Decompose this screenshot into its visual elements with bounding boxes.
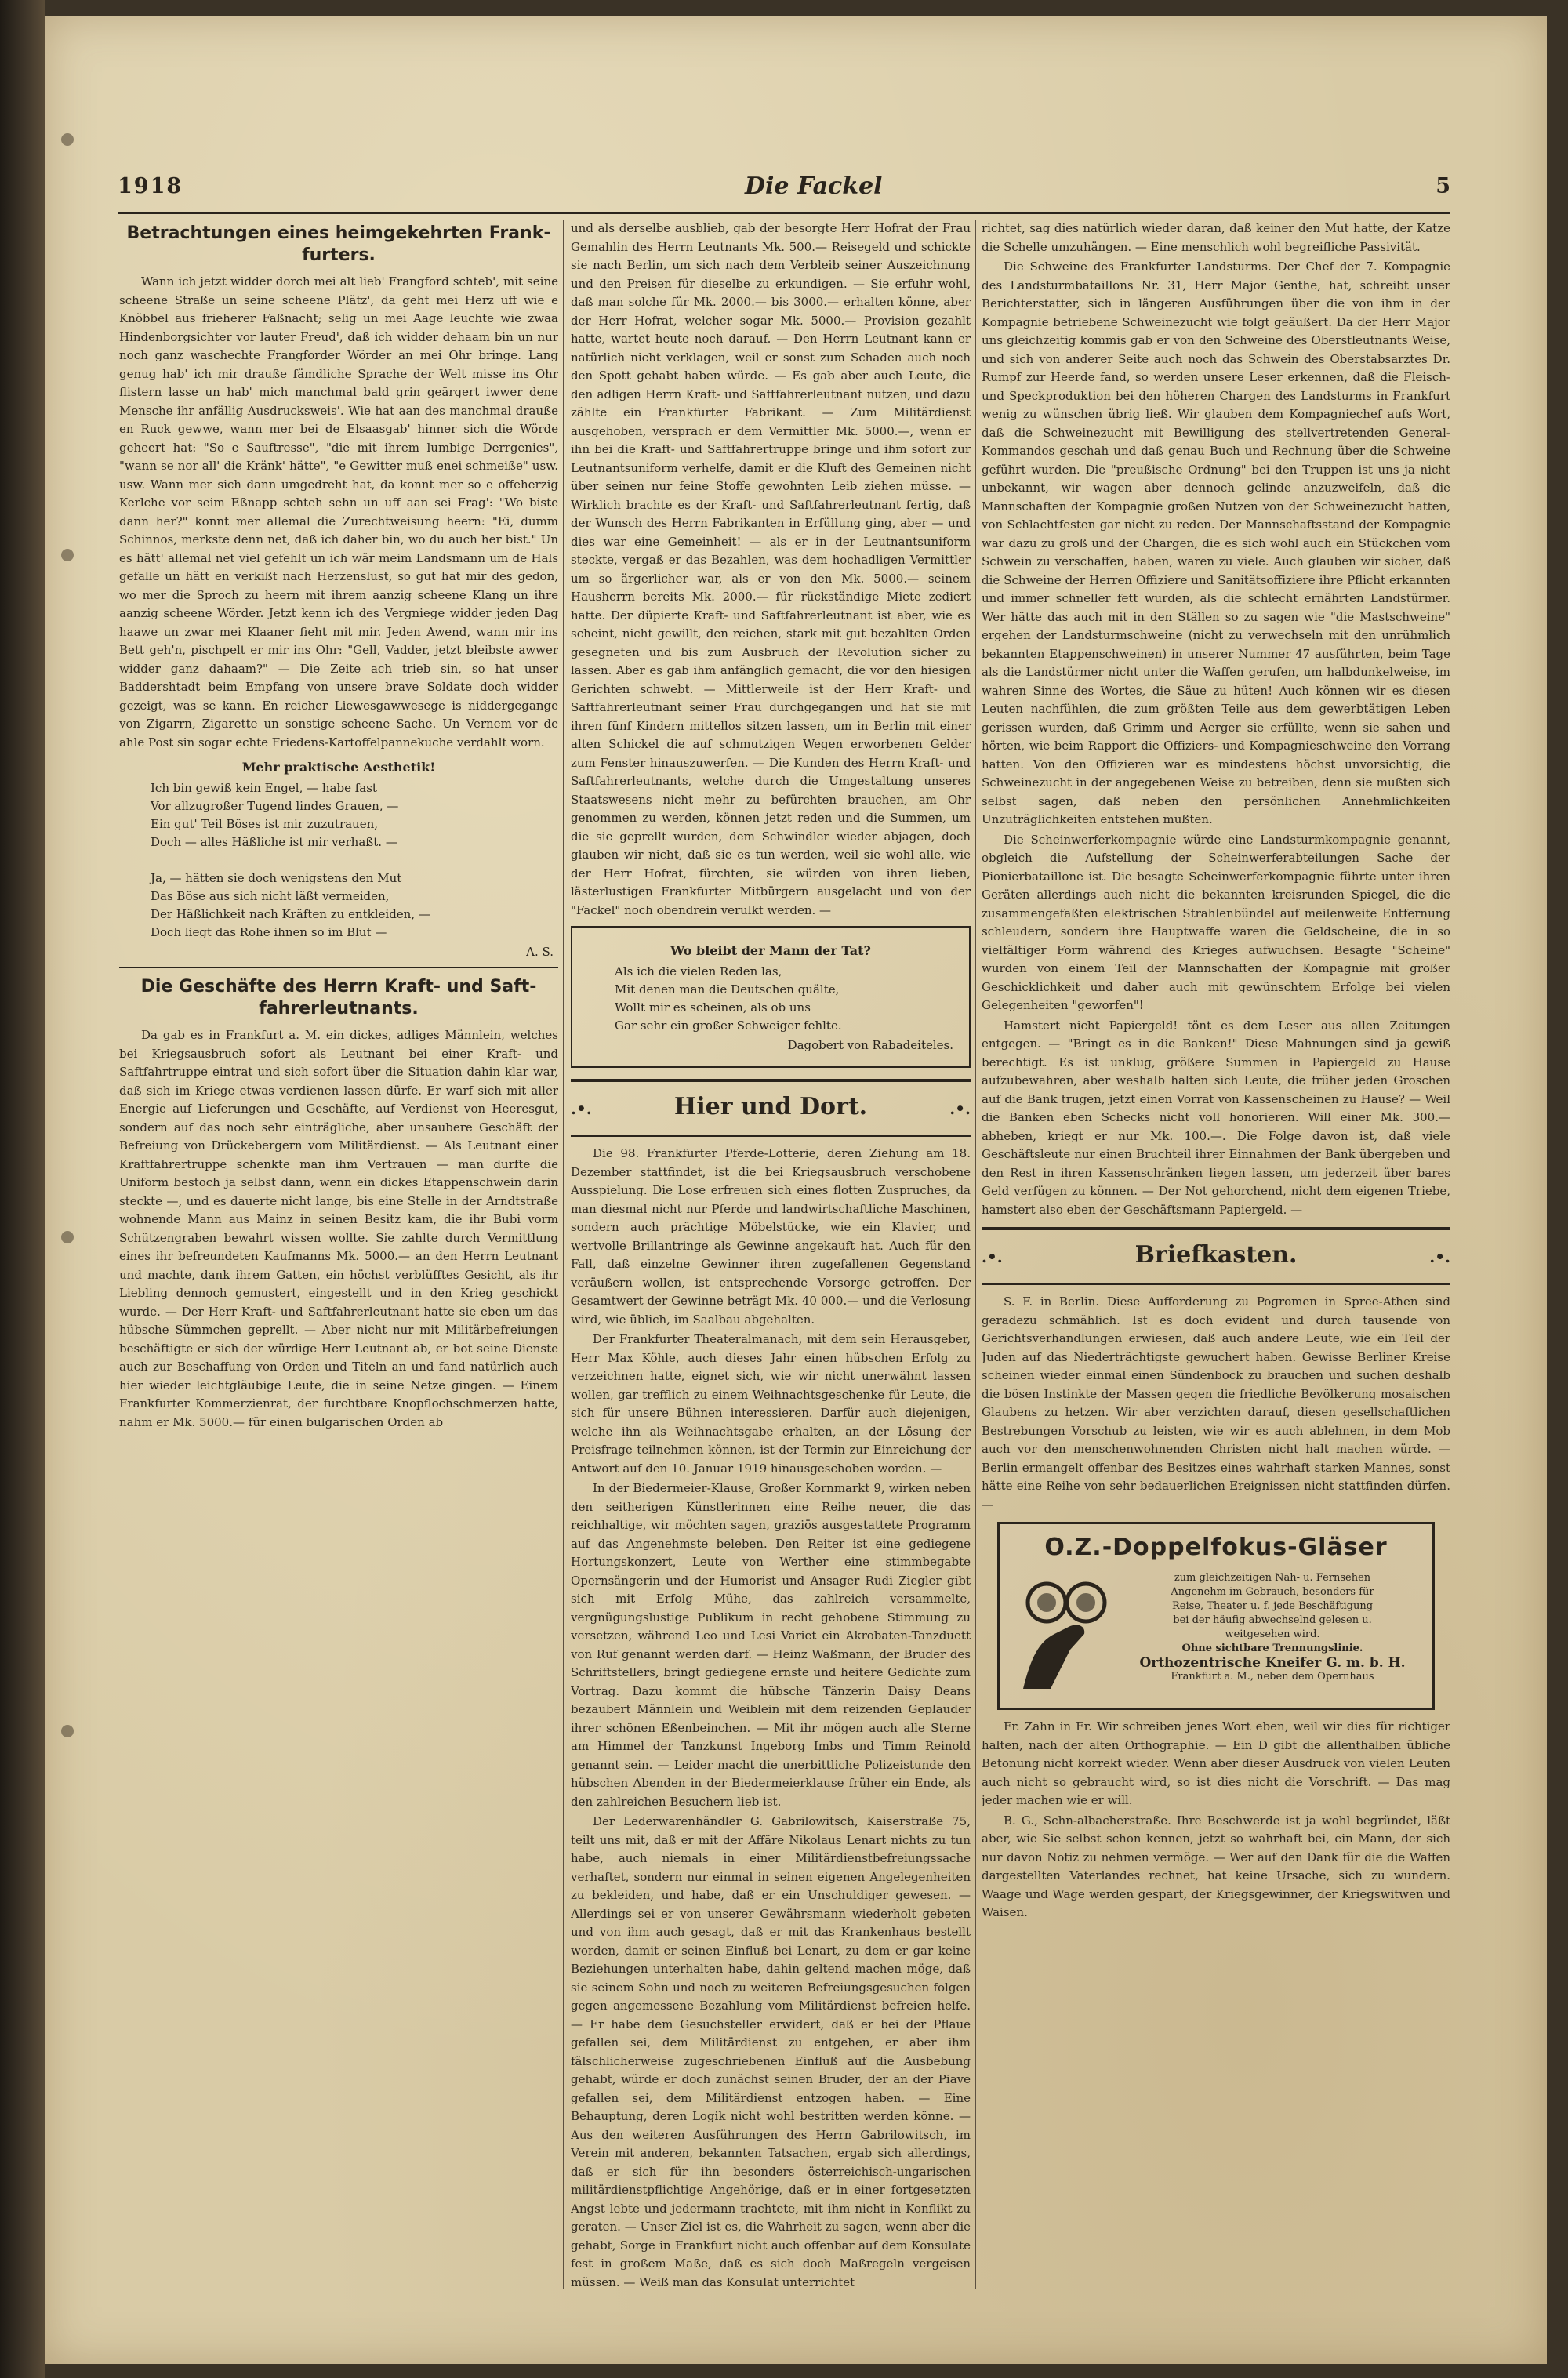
ad-body [1125, 1571, 1420, 1684]
advertisement [997, 1522, 1435, 1710]
author-signature: Dagobert von Rabadeiteles. [787, 1038, 953, 1052]
article-paragraph: Da gab es in Frankfurt a. M. ein dickes, adliges Männlein, welches bei Kriegsausbruch sofort als Leutnant bei einer Kraft- und Saftfahrtruppe eintrat und sich sofort über die Situation dahin klar war, daß sich im Kriege etwas verdienen lassen dürfe. Er warf sich mit aller Energie auf Lieferungen und Geschäfte, auf Verdienst von Heeresgut, sondern auf das noch sehr einträgliche, aber unsaubere Geschäft der Befreiung von Drückebergern vom Militärdienst. — Als Leutnant einer Kraftfahrertruppe schenkte man ihm Vertrauen — man durfte die Uniform bestoch ja selbst dann, wenn ein dickes Etappenschwein darin steckte —, und es dauerte nicht lange, bis eine Stelle in der Arndtstraße wohnende Mann aus Mainz in seinen Besitz kam, die ihr Bubi vorm Schützengraben bewahrt wissen wollte. Sie zahlte durch Vermittlung eines ihr befreundeten Kaufmanns Mk. 5000.— an den Herrn Leutnant und machte, dank ihrem Gatten, ein höchst verblüfftes Gesicht, als ihr Liebling dennoch gemustert, eingestellt und in den Krieg geschickt wurde. — Der Herr Kraft- und Saftfahrerleutnant hatte sie eben um das hübsche Sümmchen geprellt. — Aber nicht nur mit Militärbefreiungen beschäftigte er sich der würdige Herr Leutnant ab, er bot seine Dienste auch zur Beschaffung von Orden und Titeln an und fand natürlich auch hier wieder leichtgläubige Leute, die in seine Netze gingen. — Einem Frankfurter Kommerzienrat, der furchtbare Knopflochschmerzen hatte, nahm er Mk. 5000.— für einen bulgarischen Orden ab [119, 1028, 558, 1429]
column-left [119, 220, 558, 2289]
poem-line: Ja, — hätten sie doch wenigstens den Mut [151, 871, 402, 885]
news-item: In der Biedermeier-Klause, Großer Kornmarkt 9, wirken neben den seitherigen Künstlerinnen eine Reihe neuer, die das reichhaltige, wir möchten sagen, graziös ausgestattete Programm auf das Angenehmste beleben. Den Reiter ist eine gediegene Hortungskonzert, Leute von Werther eine stimmbegabte Opernsängerin und der Humorist und Ansager Rudi Ziegler gibt sich mit Erfolg Mühe, das zahlreich versammelte, vergnügungslustige Publikum in recht gehobene Stimmung zu versetzen, während Leo und Lesi Variet ein Akrobaten-Tanzduett von Ruf genannt werden darf. — Heinz Waßmann, der Bruder des Schriftstellers, bringt gediegene ernste und heitere Gedichte zum Vortrag. Dazu kommt die hübsche Tänzerin Daisy Deans bezaubert Männlein und Weiblein mit dem reizenden Geplauder ihrer schönen Eßenbeinchen. — Mit ihr mögen auch alle Sterne am Himmel der Tanzkunst Ingeborg Imbs und Timm Reinold genannt sein. — Leider macht die unerbittliche Polizeistunde den hübschen Abenden in der Biedermeierklause früher ein Ende, als den zahlreichen Besuchern lieb ist. [571, 1481, 971, 1809]
divider [982, 1283, 1450, 1285]
poem [615, 963, 958, 1035]
ornament-icon: .•. [982, 1247, 1003, 1266]
ad-line: zum gleichzeitigen Nah- u. Fernsehen [1174, 1572, 1371, 1584]
poem-line: Doch — alles Häßliche ist mir verhaßt. — [151, 835, 397, 849]
ad-line: Reise, Theater u. f. jede Beschäftigung [1171, 1600, 1374, 1612]
section-header [571, 1090, 971, 1127]
column-middle [571, 220, 971, 2289]
binding-hole-icon [61, 1231, 74, 1243]
column-divider [563, 220, 564, 2289]
divider [119, 967, 558, 968]
news-item: richtet, sag dies natürlich wieder daran, daß keiner den Mut hatte, der Katze die Schelle umzuhängen. — Eine menschlich wohl begreifliche Passivität. [982, 221, 1450, 254]
article-paragraph: und als derselbe ausblieb, gab der besorgte Herr Hofrat der Frau Gemahlin des Herrn Leutnants Mk. 500.— Reisegeld und schickte sie nach Berlin, um sich nach dem Verbleib seiner Auszeichnung und den Preisen für dieselbe zu erkundigen. — Sie erfuhr wohl, daß man solche für Mk. 2000.— bis 3000.— erhalten könne, aber der Herr Hofrat, welcher sogar Mk. 5000.— Provision gezahlt hatte, wartet heute noch darauf. — Den Herrn Leutnant kann er natürlich nicht verklagen, weil er sonst zum Schaden auch noch den Spott gehabt haben würde. — Es gab aber auch Leute, die den adligen Herrn Kraft- und Saftfahrerleutnant nutzen, und dazu zählte ein Frankfurter Fabrikant. — Zum Militärdienst ausgehoben, versprach er dem Vermittler Mk. 5000.—, wenn er ihn bei die Kraft- und Saftfahrertruppe bringe und ihm sofort zur Leutnantsuniform verhelfe, damit er die Kluft des Gemeinen nicht über seinen nur feine Stoffe gewohnten Leib ziehen müsse. — Wirklich brachte es der Kraft- und Saftfahrerleutnant fertig, daß der Wunsch des Herrn Fabrikanten in Erfüllung ging, aber — und dies war eine Gemeinheit! — als er in der Leutnantsuniform steckte, vergaß er das Bezahlen, was dem hochadligen Vermittler um so ärgerlicher war, als er von den Mk. 5000.— seinem Hausherrn bereits Mk. 2000.— für rückständige Miete zediert hatte. Der düpierte Kraft- und Saftfahrerleutnant ist aber, wie es scheint, nicht gewillt, den reichen, stark mit gut bezahlten Orden gesegneten und bis zum Ausbruch der Revolution sicher zu lassen. Aber es gab ihm anfänglich gemacht, die vor den hiesigen Gerichten schwebt. — Mittlerweile ist der Herr Kraft- und Saftfahrerleutnant seiner Frau durchgegangen und hat sie mit ihren fünf Kindern mittellos sitzen lassen, um in Berlin mit einer alten Schickel die auf schmutzigen Wegen erworbenen Gelder zum Fenster hinauszuwerfen. — Die Kunden des Herrn Kraft- und Saftfahrerleutnants, welche durch die Umgestaltung unseres Staatswesens nicht mehr zu befürchten brauchen, am Ohr genommen zu werden, können jetzt reden und die Summen, um die sie geprellt wurden, dem Schwindler wieder abjagen, doch glauben wir nicht, daß sie es tun werden, weil sie wohl alle, wie der Herr Hofrat, fürchten, sie würden von ihren lieben, lästerlustigen Frankfurter Mitbürgern ausgelacht und von der "Fackel" noch obendrein verulkt werden. — [571, 221, 971, 917]
divider [571, 1079, 971, 1082]
poem-line: Vor allzugroßer Tugend lindes Grauen, — [151, 799, 399, 813]
article-title: Betrachtungen eines heimgekehrten Frank-furters. [126, 223, 551, 265]
letter-reply: S. F. in Berlin. Diese Aufforderung zu Pogromen in Spree-Athen sind geradezu schmählich. Ist es doch evident und durch tausende von Gerichtsverhandlungen erwiesen, daß auch andere Leute, wie ein Teil der Juden auf das Niederträchtigste gewuchert haben. Gewisse Berliner Kreise scheinen wieder einmal einen Sündenbock zu brauchen und suchen deshalb die bösen Instinkte der Massen gegen die friedliche Bevölkerung mosaischen Glaubens zu hetzen. Wir aber verzichten darauf, diesen gesellschaftlichen Bestrebungen Vorschub zu leisten, wie wir es auch ablehnen, in dem Mob auch vor den menschenwohnenden Christen nicht halt machen würde. — Berlin ermangelt offenbar des Besitzes eines wahrhaft starken Mannes, sonst hätte eine Reihe von sehr bedauerlichen Ereignissen nicht stattfinden dürfen. — [982, 1294, 1450, 1512]
news-item: Hamstert nicht Papiergeld! tönt es dem Leser aus allen Zeitungen entgegen. — "Bringt es in die Banken!" Diese Mahnungen sind ja gewiß berechtigt. Es ist unklug, größere Summen in Papiergeld zu Hause aufzubewahren, aber weshalb halten sich Leute, die früher jeden Groschen auf die Bank trugen, jetzt einen Vorrat von Kassenscheinen zu Hause? — Weil die Banken eben Schecks nicht voll honorieren. Will einer Mk. 300.— abheben, kriegt er nur Mk. 100.—. Die Folge davon ist, daß viele Geschäftsleute nur einen Bruchteil ihrer Einnahmen der Bank übergeben und den Rest in ihren Kassenschränken liegen lassen, um jederzeit über bares Geld verfügen zu können. — Der Not gehorchend, nicht dem eigenen Triebe, hamstert also eben der Geschäftsmann Papiergeld. — [982, 1018, 1450, 1217]
ad-title: O.Z.-Doppelfokus-Gläser [1044, 1534, 1388, 1561]
poem-line: Doch liegt das Rohe ihnen so im Blut — [151, 925, 387, 939]
poem-line: Das Böse aus sich nicht läßt vermeiden, [151, 889, 390, 903]
ornament-icon: .•. [571, 1099, 592, 1118]
section-header [982, 1238, 1450, 1276]
poem [151, 779, 558, 942]
news-item: Der Lederwarenhändler G. Gabrilowitsch, Kaiserstraße 75, teilt uns mit, daß er mit der Affäre Nikolaus Lenart nichts zu tun habe, auch niemals in einer Militärdienstbefreiungssache verhaftet, sondern nur einmal in seinen eigenen Angelegenheiten zu bekleiden, und habe, daß er ein Unschuldiger gewesen. — Allerdings sei er von unserer Gewährsmann wiederholt gebeten und von ihm auch gesagt, daß er mit das Krankenhaus bestellt worden, damit er seinen Einfluß bei Lenart, zu dem er gar keine Beziehungen unterhalten habe, dahin geltend machen möge, daß sie seinem Sohn und noch zu weiteren Befreiungsgesuchen folgen gegen angemessene Bezahlung vom Militärdienst befreien helfe. — Er habe dem Gesuchsteller erwidert, daß er bei der Pflaue gefallen sei, dem Militärdienst zu entgehen, er aber ihm fälschlicherweise zugeschriebenen Einfluß auf die Ausbebung gehabt, würde er doch zunächst seinen Bruder, der an der Piave gefallen sei, dem Militärdienst entzogen haben. — Eine Behauptung, deren Logik nicht wohl bestritten werden könne. — Aus den weiteren Ausführungen des Herrn Gabrilowitsch, im Verein mit anderen, bekannten Tatsachen, ergab sich allerdings, daß er sich für ihn besonders österreichisch-ungarischen militärdienstpflichtige Angehörige, daß er in einer fortgesetzten Angst lebte und jedermann trachtete, mit ihm nicht in Konflikt zu geraten. — Unser Ziel ist es, die Wahrheit zu sagen, wenn aber die gehabt, Sorge in Frankfurt nicht auch offenbar auf dem Konsulate fest in großem Maße, daß es sich doch Maßregeln vergeisen müssen. — Weiß man das Konsulat unterrichtet [571, 1814, 971, 2289]
letter-reply: B. G., Schn-albacherstraße. Ihre Beschwerde ist ja wohl begründet, läßt aber, wie Sie selbst schon kennen, jetzt so wahrhaft bei, ein Mann, der sich nur davon Notiz zu nehmen vermöge. — Wer auf den Dank für die die Waffen dargestellten Vaterlandes rechnet, hat keine Ursache, sich zu wundern. Waage und Wage werden gespart, der Kriegsgewinner, der Kriegswitwen und Waisen. [982, 1813, 1450, 1919]
binding-hole-icon [61, 1725, 74, 1737]
column-divider [975, 220, 976, 2289]
ad-line: bei der häufig abwechselnd gelesen u. [1173, 1614, 1372, 1626]
poem-title: Mehr praktische Aesthetik! [241, 760, 436, 775]
ornament-icon: .•. [949, 1099, 971, 1118]
ad-line: weitgesehen wird. [1225, 1628, 1320, 1640]
author-signature: A. S. [526, 945, 554, 959]
masthead-title: Die Fackel [745, 172, 883, 200]
news-item: Die Schweine des Frankfurter Landsturms. Der Chef der 7. Kompagnie des Landsturmbataillons Nr. 31, Herr Major Genthe, hat, schreibt unser Berichterstatter, sich in längeren Ausführungen über die von ihm in der Kompagnie betriebene Schweinezucht wie folgt geäußert. Da der Herr Major uns gleichzeitig kommis gab er von den Schweine des Oberstleutnants Weise, und sich von anderer Seite auch noch das Schwein des Oberstabsarztes Dr. Rumpf zur Heerde fand, so werden unsere Leser erkennen, daß die Fleisch- und Speckproduktion bei den höheren Chargen des Landsturms in Frankfurt wenig zu wünschen übrig ließ. Wir glauben dem Kompagniechef aufs Wort, daß die Schweinezucht mit Bewilligung des stellvertretenden General-Kommandos geschah und daß genau Buch und Rechnung über die Schweine geführt wurden. Die "preußische Ordnung" bei den Truppen ist uns ja nicht unbekannt, wir wagen aber dennoch gelinde anzuzweifeln, daß die Mannschaften der Kompagnie großen Nutzen von der Schweinezucht hatten, von Schlachtfesten gar nicht zu reden. Der Mannschaftsstand der Kompagnie war dazu zu groß und der Chargen, die es sich wohl auch ein Stückchen vom Schwein zu verschaffen, haben, waren zu viele. Auch glauben wir sicher, daß die Schweine der Herren Offiziere und Sanitätsoffiziere ihre Pflicht erkannten und immer schneller fett wurden, als die schlecht ernährten Landstürmer. Wer hätte das auch mit in den Ställen so zu sagen wie "die Mastschweine" ergehen der Landsturmschweine (nicht zu verwechseln mit den unrühmlich bekannten Etappenschweinen) in unserer Nummer 47 ausführten, beim Tage als die Landstürmer nicht unter die Waffen gerufen, um halbdunkelweise, im wahren Sinne des Wortes, die Säue zu hüten! Auch können wir es diesen Leuten nachfühlen, die zum größten Teile aus dem gewerbtätigen Leben gerissen wurden, daß Grimm und Aerger sie erfüllte, wenn sie sahen und hörten, wie beim Rapport die Offiziers- und Kompagnieschweine den Vorrang hatten. Von den Offizieren war es mindestens höchst unvorsichtig, die Schweinezucht in der angegebenen Weise zu betreiben, denn sie mußten sich selbst sagen, daß neben den persönlichen Annehmlichkeiten Unzuträglichkeiten entstehen mußten. [982, 260, 1450, 826]
poem-line: Ich bin gewiß kein Engel, — habe fast [151, 781, 377, 795]
poem-box [571, 926, 971, 1068]
poem-title: Wo bleibt der Mann der Tat? [670, 943, 871, 958]
ad-address: Frankfurt a. M., neben dem Opernhaus [1171, 1671, 1374, 1683]
poem-line: Mit denen man die Deutschen quälte, [615, 982, 840, 997]
poem-line: Ein gut' Teil Böses ist mir zuzutrauen, [151, 817, 379, 831]
news-item: Der Frankfurter Theateralmanach, mit dem sein Herausgeber, Herr Max Köhle, auch dieses Jahr einen hübschen Erfolg zu verzeichnen hatte, eignet sich, wie wir nicht unerwähnt lassen wollen, gar trefflich zu einem Weihnachtsgeschenke für Leute, die sich für unsere Bühnen interessieren. Darfür auch diejenigen, welche ihn als Weihnachtsgabe erhalten, an der Lösung der Preisfrage teilnehmen können, ist der Termin zur Einreichung der Antwort auf den 10. Januar 1919 hinausgeschoben worden. — [571, 1332, 971, 1476]
article-title: Die Geschäfte des Herrn Kraft- und Saft-fahrerleutnants. [140, 977, 537, 1018]
poem-line: Als ich die vielen Reden las, [615, 964, 782, 978]
page-year: 1918 [118, 174, 183, 198]
news-item: Die 98. Frankfurter Pferde-Lotterie, deren Ziehung am 18. Dezember stattfindet, ist die bei Kriegsausbruch verschobene Ausspielung. Die Lose erfreuen sich eines flotten Zuspruches, da man diesmal nicht nur Pferde und landwirtschaftliche Maschinen, sondern auch prächtige Möbelstücke, wie ein Klavier, und wertvolle Brillantringe als Gewinne angekauft hat. Auch für den Fall, daß einzelne Gewinner ihren zugefallenen Gegenstand veräußern wollen, ist entsprechende Vorsorge getroffen. Der Gesamtwert der Gewinne beträgt Mk. 40 000.— und die Verlosung wird, wie üblich, im Saalbau abgehalten. [571, 1146, 971, 1327]
divider [982, 1227, 1450, 1230]
poem-line: Der Häßlichkeit nach Kräften zu entkleiden, — [151, 907, 430, 921]
ad-line: Ohne sichtbare Trennungslinie. [1181, 1643, 1363, 1654]
ad-line: Angenehm im Gebrauch, besonders für [1171, 1586, 1374, 1598]
eyeglasses-hand-icon [1015, 1571, 1109, 1689]
binding-hole-icon [61, 549, 74, 561]
book-binding [0, 0, 45, 2378]
binding-hole-icon [61, 133, 74, 146]
poem-line: Gar sehr ein großer Schweiger fehlte. [615, 1018, 842, 1033]
ornament-icon: .•. [1429, 1247, 1450, 1266]
poem-line [151, 851, 558, 870]
section-title: Briefkasten. [1134, 1241, 1298, 1269]
divider [571, 1135, 971, 1137]
column-right [982, 220, 1450, 2289]
poem-line: Wollt mir es scheinen, als ob uns [615, 1000, 811, 1015]
header-rule [118, 212, 1450, 214]
section-title: Hier und Dort. [673, 1093, 868, 1120]
news-item: Die Scheinwerferkompagnie würde eine Landsturmkompagnie genannt, obgleich die Aufstellung der Scheinwerferabteilungen Sache der Pionierbataillone ist. Die besagte Scheinwerferkompagnie führte unter ihren Geräten allerdings auch nicht die bekannten kreisrunden Spiegel, die die zusammengefaßten elektrischen Strahlenbündel auf meilenweite Entfernung schleudern, sondern ihre Hauptwaffe waren die Geldscheine, die in so vielfältiger Form während des Krieges aufwuchsen. Besagte "Scheine" wurden von einem Teil der Mannschaften der Kompagnie mit großer Geschicklichkeit und daher auch mit gewünschtem Erfolge bei vielen Gelegenheiten "geworfen"! [982, 832, 1450, 1012]
ad-company: Orthozentrische Kneifer G. m. b. H. [1139, 1655, 1406, 1671]
article-paragraph: Wann ich jetzt widder dorch mei alt lieb' Frangford schteb', mit seine scheene Straße un seine scheene Plätz', da geht mei Herz uff wie e Knöbbel aus frieherer Faßnacht; selig un mei Aage leuchte wie zwaa Hindenborgsichter vor lauter Freud', daß ich widder dehaam bin un nur noch ganz waschechte Frangforder Wörder an mei Ohr bringe. Lang genug hab' ich mir drauße fämdliche Sprache der Welt misse ins Ohr flistern lasse un hab' mich manchmal bald grin geärgert iwwer dene Mensche ihr anfällig Ausdrucksweis'. Wie hat aan des manchmal drauße en Ruck gewwe, wann mer bei de Elsaasgab' hinner sich die Wörde geheert hat: "So e Sauftresse", "die mit ihrem lumbige Derrgenies", "wann se nor all' die Kränk' hätte", "e Gewitter muß enei schmeiße" usw. usw. Wann mer sich dann umgedreht hat, da konnt mer so e offeherzig Kerlche vor seim Eßnapp schteh sehn un uff aan sei Frag': "Wo biste dann her?" konnt mer allemal die Zurechtweisung heern: "Ei, dumm Schinnos, merkste denn net, daß ich daher bin, wo du auch her bist." Un es hätt' allemal net viel gefehlt un ich wär meim Landsmann um de Hals gefalle un hätt en verkißt nach Herzenslust, so gut hat mir des gedon, wo mer die Sproch zu heern mit ihrem aanzig scheene Klang un ihre aanzig scheene Wörder. Jetzt kenn ich des Vergniege widder jeden Dag haawe un zwar mei Klaaner fieht mit mir. Jeden Awend, wann mir ins Bett geh'n, pischpelt er mir ins Ohr: "Gell, Vadder, jetzt bleibste awwer widder ganz dahaam?" — Die Zeite ach trieb sin, so hat unser Baddershtadt beim Empfang von unsere brave Soldate doch widder gezeigt, was se kann. En reicher Liewesgawwesege is niddergegange von Zigarrn, Zigarette un sonstige scheene Sache. Un Vernem vor de ahle Post sin sogar echte Friedens-Kartoffelpannekuche verdahlt worn. [119, 274, 558, 750]
page-number: 5 [1436, 174, 1450, 198]
letter-reply: Fr. Zahn in Fr. Wir schreiben jenes Wort eben, weil wir dies für richtiger halten, nach der alten Orthographie. — Ein D gibt die allenthalben übliche Betonung nicht korrekt wieder. Wenn aber dieser Ausdruck von vielen Leuten auch nicht so gebraucht wird, so ist dies nicht die Vorschrift. — Das mag jeder machen wie er will. [982, 1719, 1450, 1807]
page-header [118, 174, 1450, 205]
